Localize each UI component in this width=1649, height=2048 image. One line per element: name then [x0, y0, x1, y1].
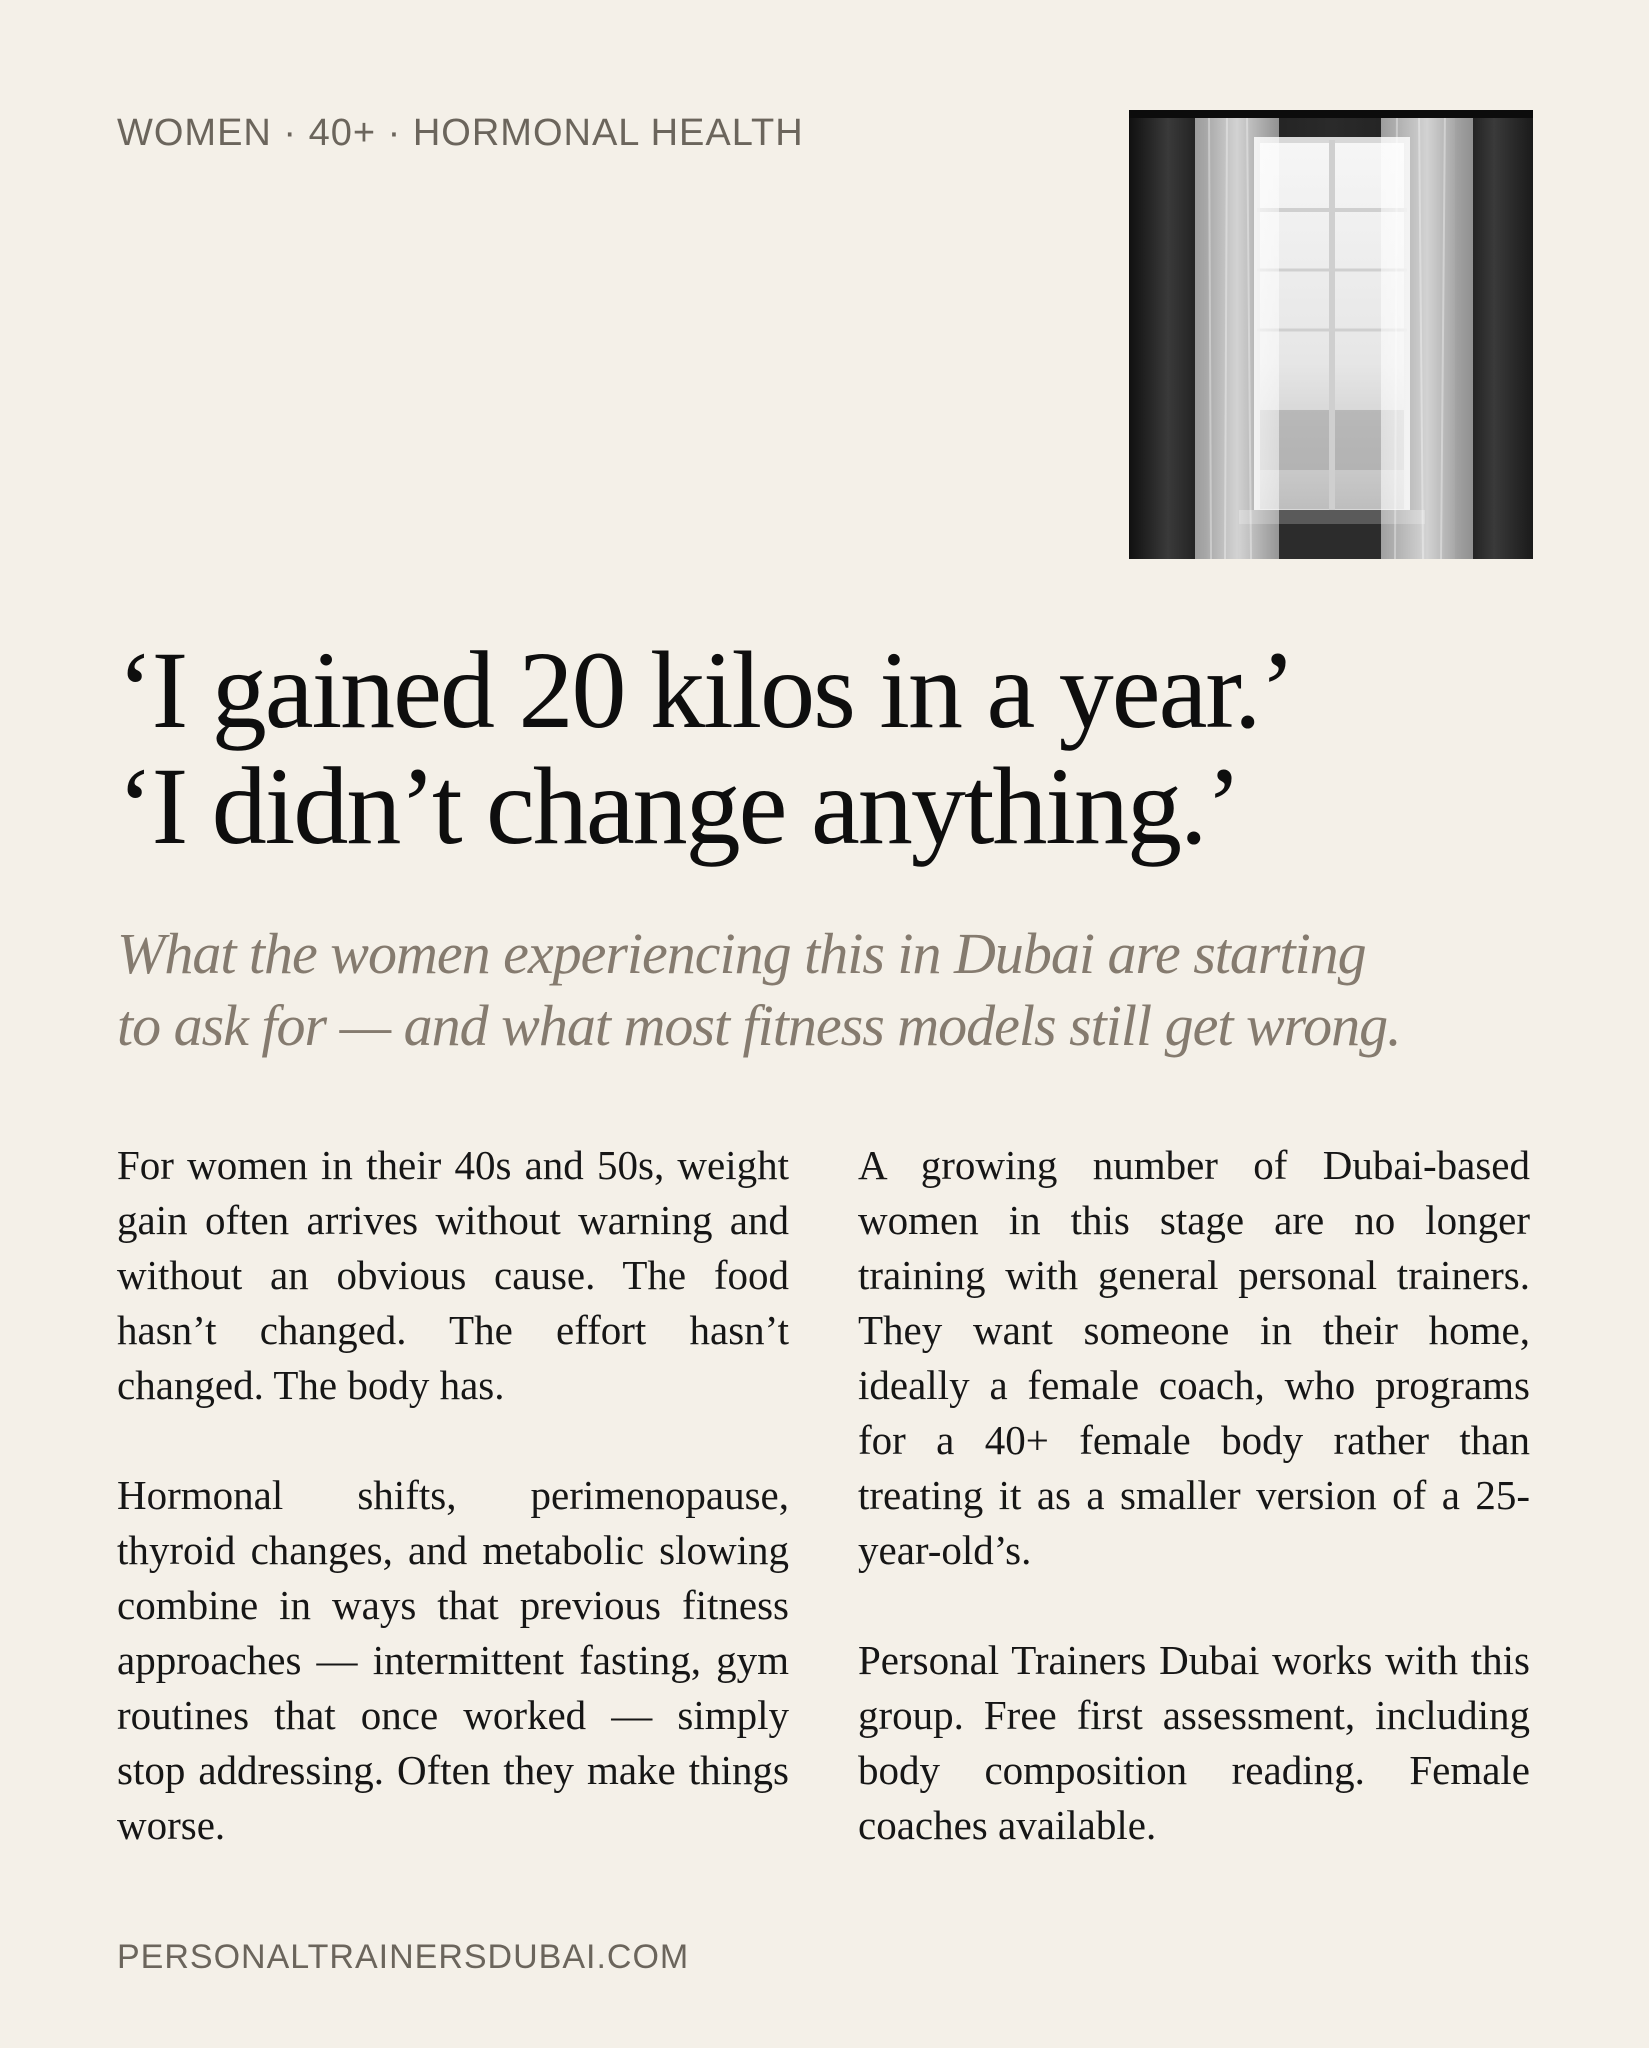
category-kicker: WOMEN · 40+ · HORMONAL HEALTH: [117, 112, 804, 154]
window-with-curtains-icon: [1129, 110, 1533, 559]
subheadline: [117, 918, 1567, 1062]
body-paragraph: Hormonal shifts, perimenopause, thyroid changes, and metabolic slowing combine in ways that previous fitness approaches — intermittent fasting, gym routines that once worked — simply stop addressing. Often they make things worse.: [117, 1472, 789, 1848]
body-paragraph: Personal Trainers Dubai works with this group. Free first assessment, including body composition reading. Female coaches available.: [858, 1637, 1530, 1848]
headline-line-2: ‘I didn’t change anything.’: [117, 745, 1241, 867]
body-paragraph: For women in their 40s and 50s, weight gain often arrives without warning and without an obvious cause. The food hasn’t changed. The effort hasn’t changed. The body has.: [117, 1142, 789, 1408]
body-column-left: [117, 1138, 789, 1908]
website-url: PERSONALTRAINERSDUBAI.COM: [117, 1938, 690, 1976]
headline-line-1: ‘I gained 20 kilos in a year.’: [117, 629, 1295, 751]
subheadline-line-2: to ask for — and what most fitness models still get wrong.: [117, 993, 1401, 1058]
body-paragraph: A growing number of Dubai-based women in this stage are no longer training with general personal trainers. They want someone in their home, ideally a female coach, who programs for a 40+ female body rather than treating it as a smaller version of a 25-year-old’s.: [858, 1142, 1530, 1573]
headline: [117, 629, 1557, 867]
window-curtains-photo: [1129, 110, 1533, 559]
subheadline-line-1: What the women experiencing this in Dubai are starting: [117, 921, 1366, 986]
body-column-right: [858, 1138, 1530, 1908]
